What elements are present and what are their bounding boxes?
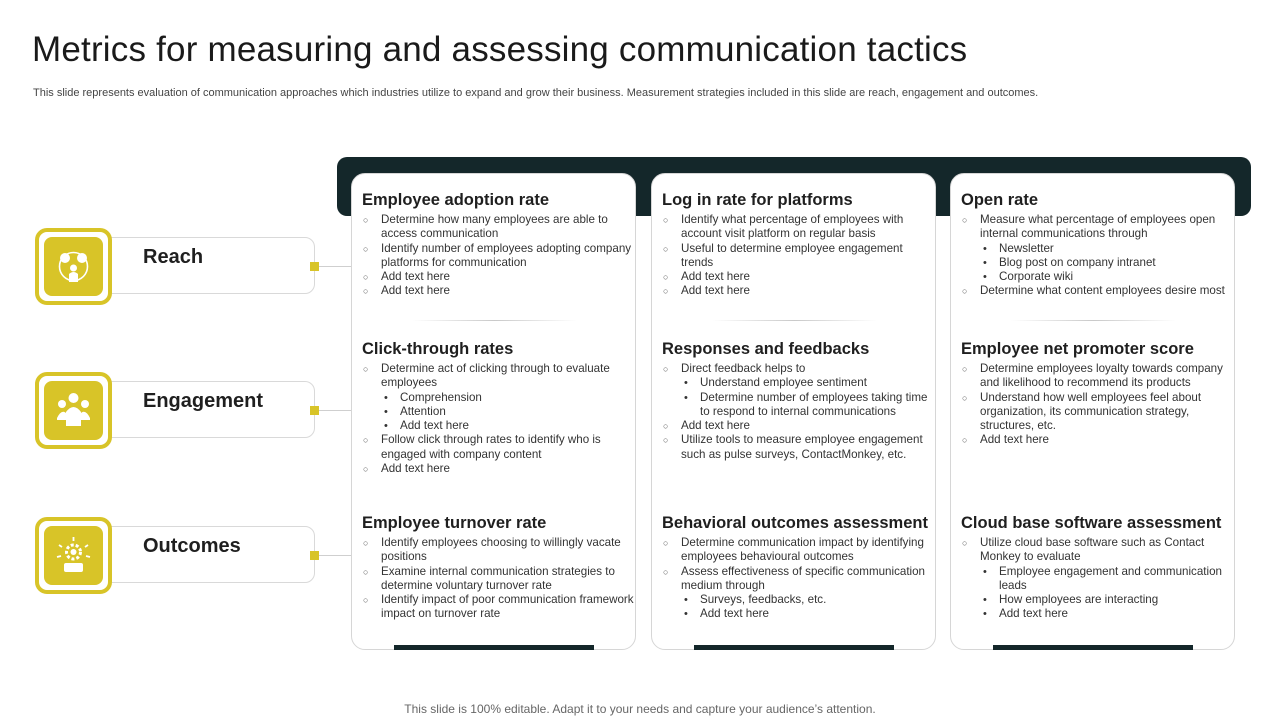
metric-bullet: ○ Identify employees choosing to willingly vacate positions	[362, 536, 635, 565]
metric-bullet: ○ Utilize cloud base software such as Contact Monkey to evaluate	[961, 536, 1234, 565]
gear-arrows-icon	[53, 535, 94, 576]
metric-bullet: ○ Measure what percentage of employees open internal communications through	[961, 213, 1234, 242]
metric-bullet: ○ Useful to determine employee engagement trends	[662, 242, 935, 271]
metric-bullet: ○ Examine internal communication strategies to determine voluntary turnover rate	[362, 565, 635, 594]
slide-footer: This slide is 100% editable. Adapt it to your needs and capture your audience’s attention.	[404, 702, 876, 716]
metric-column-1	[351, 173, 636, 650]
row-reach-label: Reach	[143, 246, 204, 268]
metric-bullet: ○ Direct feedback helps to	[662, 362, 935, 376]
metric-heading: Employee net promoter score	[961, 340, 1194, 358]
metric-bullet: ○ Follow click through rates to identify who is engaged with company content	[362, 433, 635, 462]
row-engagement	[35, 372, 315, 449]
metric-heading: Behavioral outcomes assessment	[662, 514, 928, 532]
metric-bullet: ○ Add text here	[961, 433, 1234, 447]
metric-bullet: ○ Determine what content employees desire most	[961, 284, 1234, 298]
metric-column-3	[950, 173, 1235, 650]
row-outcomes	[35, 517, 315, 594]
network-users-icon	[53, 246, 94, 287]
metric-bullet: ○ Add text here	[362, 462, 635, 476]
metric-column-2	[651, 173, 936, 650]
metric-sub-bullet: • How employees are interacting	[961, 593, 1234, 607]
metric-bullet: ○ Identify number of employees adopting company platforms for communication	[362, 242, 635, 271]
metric-heading: Employee adoption rate	[362, 191, 550, 209]
metric-employee-nps	[961, 340, 1234, 448]
metric-sub-bullet: • Attention	[362, 405, 635, 419]
metric-bullet: ○ Add text here	[362, 270, 635, 284]
metric-sub-bullet: • Add text here	[362, 419, 635, 433]
metric-bullet: ○ Utilize tools to measure employee engagement such as pulse surveys, ContactMonkey, etc.	[662, 433, 935, 462]
metric-sub-bullet: • Add text here	[662, 607, 935, 621]
metric-sub-bullet: • Add text here	[961, 607, 1234, 621]
metric-bullet: ○ Determine employees loyalty towards company and likelihood to recommend its products	[961, 362, 1234, 391]
metric-sub-bullet: • Understand employee sentiment	[662, 376, 935, 390]
metric-cloud-software	[961, 514, 1234, 622]
metric-heading: Log in rate for platforms	[662, 191, 853, 209]
row-engagement-label: Engagement	[143, 390, 264, 412]
metric-behavioral-outcomes	[662, 514, 935, 622]
metric-heading: Cloud base software assessment	[961, 514, 1222, 532]
metric-sub-bullet: • Employee engagement and communication leads	[961, 565, 1234, 594]
metric-bullet: ○ Add text here	[662, 284, 935, 298]
slide-subtitle: This slide represents evaluation of communication approaches which industries utilize to expand and grow their business. Measurement strategies included in this slide are reach, engagement and outcomes.	[33, 87, 1039, 99]
row-engagement-icon-frame	[35, 372, 112, 449]
metric-heading: Click-through rates	[362, 340, 514, 358]
metric-open-rate	[961, 191, 1234, 299]
metric-heading: Employee turnover rate	[362, 514, 547, 532]
metric-bullet: ○ Add text here	[362, 284, 635, 298]
metric-sub-bullet: • Corporate wiki	[961, 270, 1234, 284]
metric-sub-bullet: • Comprehension	[362, 391, 635, 405]
metric-responses-feedbacks	[662, 340, 935, 462]
metric-sub-bullet: • Newsletter	[961, 242, 1234, 256]
metric-bullet: ○ Determine act of clicking through to evaluate employees	[362, 362, 635, 391]
metric-bullet: ○ Add text here	[662, 419, 935, 433]
metric-bullet: ○ Determine communication impact by identifying employees behavioural outcomes	[662, 536, 935, 565]
metric-heading: Open rate	[961, 191, 1039, 209]
metric-bullet: ○ Understand how well employees feel about organization, its communication strategy, structures, etc.	[961, 391, 1234, 434]
metric-bullet: ○ Identify what percentage of employees with account visit platform on regular basis	[662, 213, 935, 242]
row-outcomes-label: Outcomes	[143, 535, 241, 557]
metric-bullet: ○ Assess effectiveness of specific communication medium through	[662, 565, 935, 594]
metric-sub-bullet: • Determine number of employees taking time to respond to internal communications	[662, 391, 935, 420]
slide-title: Metrics for measuring and assessing communication tactics	[32, 30, 968, 69]
metric-sub-bullet: • Surveys, feedbacks, etc.	[662, 593, 935, 607]
metric-employee-adoption-rate	[362, 191, 635, 299]
row-reach-icon-frame	[35, 228, 112, 305]
metric-bullet: ○ Identify impact of poor communication framework impact on turnover rate	[362, 593, 635, 622]
metric-heading: Responses and feedbacks	[662, 340, 870, 358]
metric-bullet: ○ Add text here	[662, 270, 935, 284]
metric-bullet: ○ Determine how many employees are able to access communication	[362, 213, 635, 242]
metric-log-in-rate	[662, 191, 935, 299]
metric-sub-bullet: • Blog post on company intranet	[961, 256, 1234, 270]
team-group-icon	[53, 390, 94, 431]
metric-click-through-rates	[362, 340, 635, 476]
row-reach	[35, 228, 315, 305]
row-outcomes-icon-frame	[35, 517, 112, 594]
metric-employee-turnover-rate	[362, 514, 635, 622]
